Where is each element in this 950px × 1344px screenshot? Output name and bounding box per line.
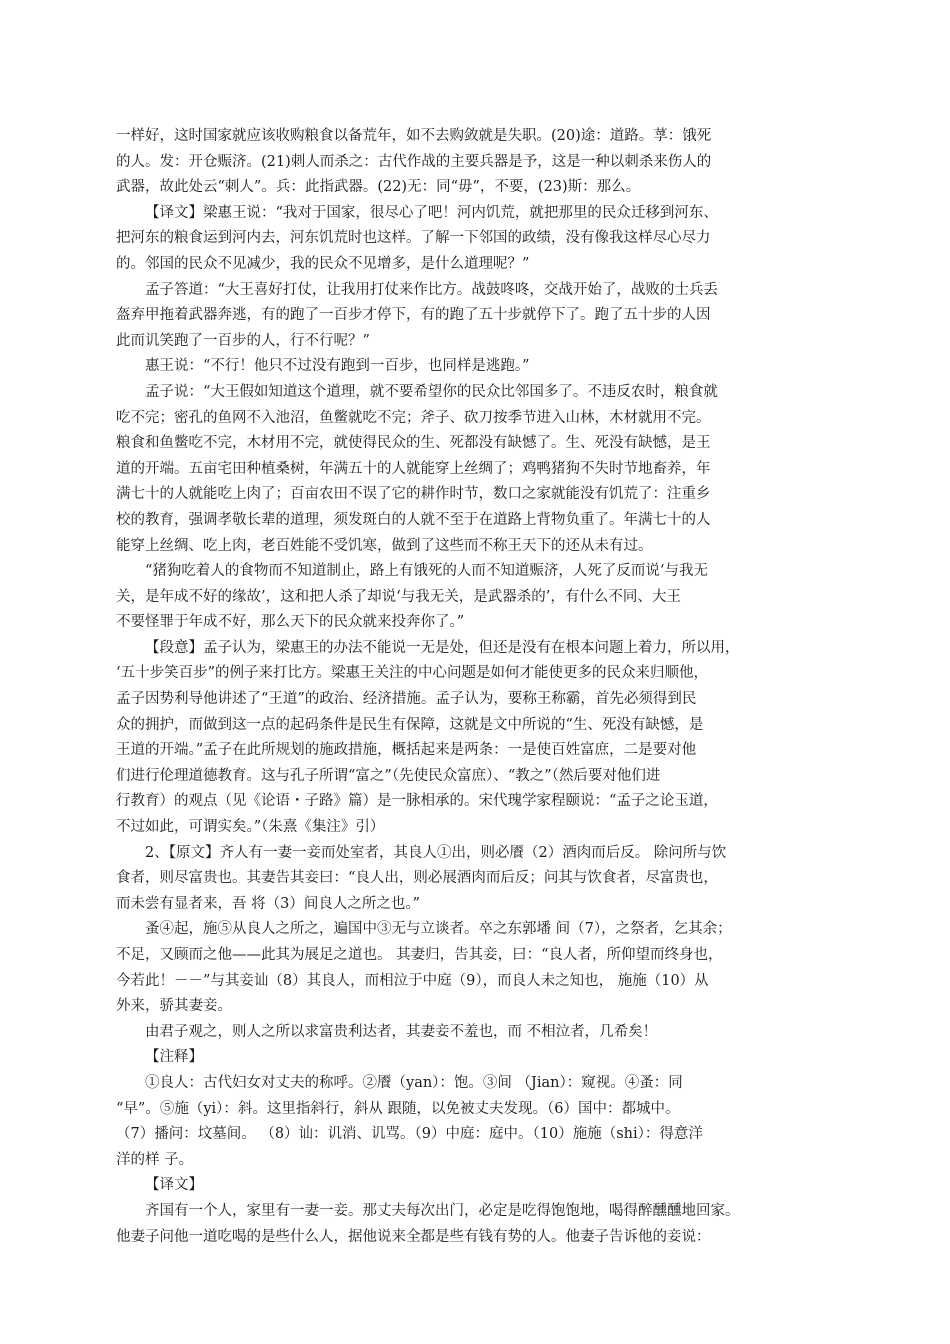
text-line: 把河东的粮食运到河内去，河东饥荒时也这样。了解一下邻国的政绩，没有像我这样尽心尽力 — [116, 230, 711, 247]
text-line: “早”。⑤施（yi）：斜。这里指斜行，斜从 跟随，以免被丈夫发现。（6）国中：都城中。 — [116, 1100, 680, 1117]
text-line: 吃不完；密孔的鱼网不入池沼，鱼鳖就吃不完；斧子、砍刀按季节进入山林，木材就用不完。 — [116, 409, 711, 426]
document-body — [116, 124, 810, 1250]
text-line: 不过如此，可谓实矣。”（朱熹《集注》引） — [116, 819, 385, 836]
text-line: 粮食和鱼鳖吃不完，木材用不完，就使得民众的生、死都没有缺憾了。生、死没有缺憾，是王 — [116, 435, 711, 452]
text-line: 的人。发：开仓赈济。(21)刺人而杀之：古代作战的主要兵器是予，这是一种以刺杀来伤人的 — [116, 153, 712, 170]
text-line: ‘五十步笑百步”的例子来打比方。梁惠王关注的中心问题是如何才能使更多的民众来归顺他， — [116, 665, 709, 682]
text-line: 盔弃甲拖着武器奔逃，有的跑了一百步才停下，有的跑了五十步就停下了。跑了五十步的人因 — [116, 307, 711, 324]
text-line: 齐国有一个人，家里有一妻一妾。那丈夫每次出门，必定是吃得饱饱地，喝得醉醺醺地回家。 — [145, 1202, 740, 1219]
text-line: 食者，则尽富贵也。其妻告其妾曰：“良人出，则必展酒肉而后反；问其与饮食者，尽富贵也， — [116, 870, 718, 887]
text-line: 一样好，这时国家就应该收购粮食以备荒年，如不去购敛就是失职。(20)途：道路。莩：饿死 — [116, 128, 712, 144]
text-line: 校的教育，强调孝敬长辈的道理，须发斑白的人就不至于在道路上背物负重了。年满七十的人 — [116, 511, 711, 528]
text-line: 蚤④起，施⑤从良人之所之，遍国中③无与立谈者。卒之东郭墦 间（7），之祭者，乞其余； — [145, 921, 732, 938]
text-line: 能穿上丝绸、吃上肉，老百姓能不受饥寒，做到了这些而不称王天下的还从未有过。 — [116, 537, 653, 554]
text-line: 道的开端。五亩宅田种植桑树，年满五十的人就能穿上丝绸了；鸡鸭猪狗不失时节地畜养，年 — [116, 460, 711, 477]
text-line: 今若此！－－”与其妾讪（8）其良人，而相泣于中庭（9），而良人未之知也， 施施（10）从 — [116, 972, 709, 989]
text-line: 们进行伦理道德教育。这与孔子所谓“富之”（先使民众富庶）、“教之”（然后要对他们进 — [116, 767, 661, 784]
text-line: ①良人：古代妇女对丈夫的称呼。②餍（yan）：饱。③间 （Jian）：窥视。④蚤：同 — [145, 1074, 683, 1091]
text-line: 洋的样 子。 — [116, 1151, 194, 1168]
text-line: 不足，又顾而之他——此其为展足之道也。 其妻归，告其妾，曰：“良人者，所仰望而终身也， — [116, 947, 723, 963]
text-line: “猪狗吃着人的食物而不知道制止，路上有饿死的人而不知道赈济，人死了反而说‘与我无 — [145, 563, 709, 580]
text-line: 行教育）的观点（见《论语・子路》篇）是一脉相承的。宋代瑰学家程颐说：“孟子之论玉道， — [116, 793, 718, 810]
text-line: 而未尝有显者来，吾 将（3）间良人之所之也。” — [116, 895, 420, 912]
text-line: 他妻子问他一道吃喝的是些什么人，据他说来全都是些有钱有势的人。他妻子告诉他的妾说： — [116, 1228, 711, 1245]
text-line: 孟子答道：“大王喜好打仗，让我用打仗来作比方。战鼓咚咚，交战开始了，战败的士兵丢 — [145, 281, 718, 298]
text-line: 2、【原文】齐人有一妻一妾而处室者，其良人①出，则必餍（2）酒肉而后反。 除问所与饮 — [145, 844, 727, 861]
text-line: 孟子因势利导他讲述了“王道”的政治、经济措施。孟子认为，要称王称霸，首先必须得到民 — [116, 691, 697, 708]
text-line: 孟子说：“大王假如知道这个道理，就不要希望你的民众比邻国多了。不违反农时，粮食就 — [145, 383, 718, 400]
text-line: （7）播问：坟墓间。 （8）讪：讥消、讥骂。（9）中庭：庭中。（10）施施（shi）：得意洋 — [116, 1126, 703, 1143]
text-line: 惠王说：“不行！他只不过没有跑到一百步，也同样是逃跑。” — [145, 358, 530, 375]
text-line: 王道的开端。”孟子在此所规划的施政措施，概括起来是两条：一是使百姓富庶，二是要对他 — [116, 742, 697, 759]
text-line: 的。邻国的民众不见减少，我的民众不见增多，是什么道理呢？” — [116, 255, 530, 272]
text-line: 【译文】 — [145, 1177, 203, 1194]
text-line: 武器，故此处云“刺人”。兵：此指武器。(22)无：同“毋”，不要，(23)斯：那么。 — [116, 179, 641, 196]
text-line: 外来，骄其妻妾。 — [116, 998, 232, 1015]
text-line: 众的拥护，而做到这一点的起码条件是民生有保障，这就是文中所说的“生、死没有缺憾，是 — [116, 716, 704, 733]
text-line: 【译文】梁惠王说：“我对于国家，很尽心了吧！河内饥荒，就把那里的民众迁移到河东、 — [145, 204, 718, 221]
text-line: 由君子观之，则人之所以求富贵利达者，其妻妾不羞也，而 不相泣者，几希矣！ — [145, 1023, 658, 1040]
text-line: 关，是年成不好的缘故’，这和把人杀了却说‘与我无关，是武器杀的’，有什么不同、大王 — [116, 588, 681, 605]
text-line: 满七十的人就能吃上肉了；百亩农田不误了它的耕作时节，数口之家就能没有饥荒了：注重乡 — [116, 486, 711, 503]
text-line: 不要怪罪于年成不好，那么天下的民众就来投奔你了。” — [116, 614, 465, 631]
text-line: 此而讥笑跑了一百步的人，行不行呢？” — [116, 332, 370, 349]
text-line: 【段意】孟子认为，梁惠王的办法不能说一无是处，但还是没有在根本问题上着力，所以用， — [145, 639, 740, 656]
text-line: 【注释】 — [145, 1049, 203, 1066]
